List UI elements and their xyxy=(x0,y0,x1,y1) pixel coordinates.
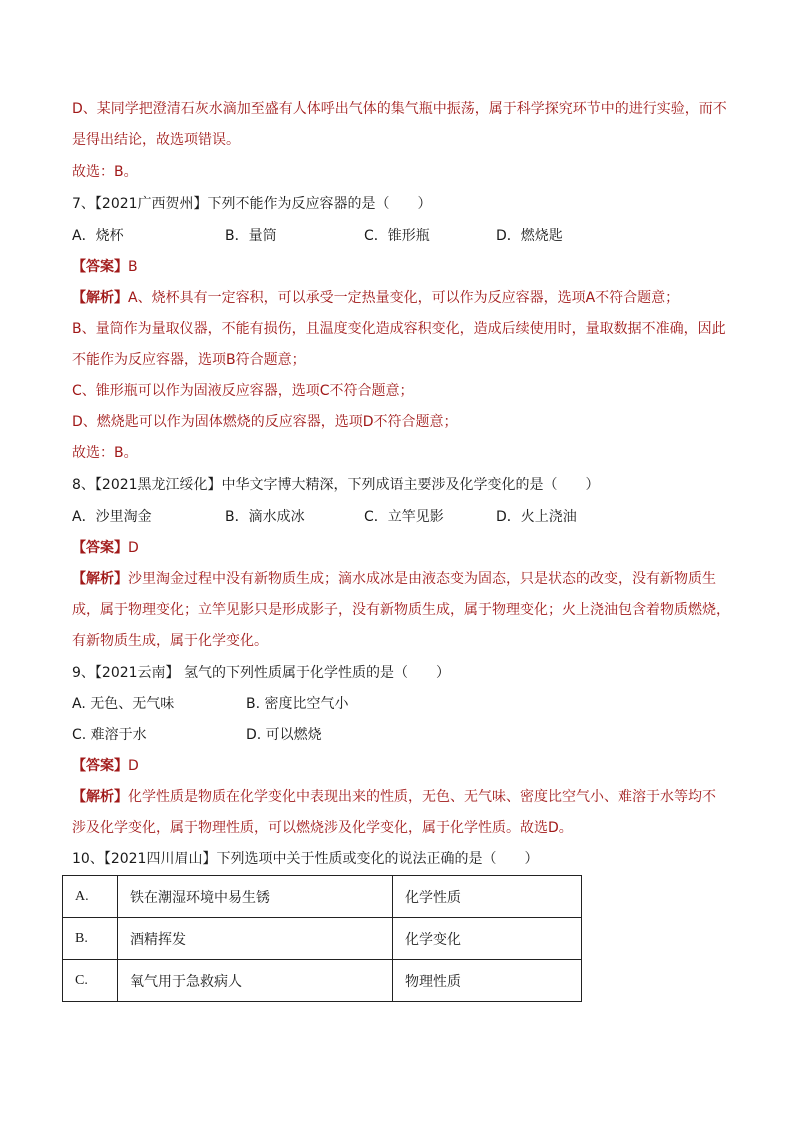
q9-analysis-line2: 涉及化学变化，属于物理性质，可以燃烧涉及化学变化，属于化学性质。故选D。 xyxy=(72,820,573,836)
table-row xyxy=(63,960,582,1002)
table-cell: 化学变化 xyxy=(393,918,582,960)
q9-option-c: C. 难溶于水 xyxy=(72,727,147,743)
q6-option-d-line2: 是得出结论，故选项错误。 xyxy=(72,132,240,148)
q9-option-d: D. 可以燃烧 xyxy=(246,727,322,743)
q10-options-table xyxy=(62,875,582,1002)
table-cell: 氧气用于急救病人 xyxy=(118,960,393,1002)
q8-analysis-line3: 有新物质生成，属于化学变化。 xyxy=(72,633,268,649)
table-row xyxy=(63,876,582,918)
q7-analysis-line4: C、锥形瓶可以作为固液反应容器，选项C不符合题意； xyxy=(72,383,414,399)
q8-analysis-line1 xyxy=(72,569,716,589)
table-cell: B. xyxy=(63,918,118,960)
q6-option-d-line1: D、某同学把澄清石灰水滴加至盛有人体呼出气体的集气瓶中振荡，属于科学探究环节中的进行实验，而不 xyxy=(72,101,727,117)
q9-option-a: A. 无色、无气味 xyxy=(72,696,175,712)
q9-option-b: B. 密度比空气小 xyxy=(246,696,349,712)
answer-tag: 【答案】 xyxy=(72,259,128,275)
q7-option-b: B．量筒 xyxy=(225,228,277,244)
q7-option-c: C．锥形瓶 xyxy=(364,228,430,244)
table-row xyxy=(63,918,582,960)
q7-stem: 7、【2021广西贺州】下列不能作为反应容器的是（ ） xyxy=(72,196,432,212)
table-cell: A. xyxy=(63,876,118,918)
q8-answer xyxy=(72,538,139,558)
q8-stem: 8、【2021黑龙江绥化】中华文字博大精深，下列成语主要涉及化学变化的是（ ） xyxy=(72,477,600,493)
answer-value: D xyxy=(128,540,139,556)
analysis-text: 化学性质是物质在化学变化中表现出来的性质，无色、无气味、密度比空气小、难溶于水等均不 xyxy=(128,789,716,805)
q8-analysis-line2: 成，属于物理变化；立竿见影只是形成影子，没有新物质生成，属于物理变化；火上浇油包含着物质燃烧， xyxy=(72,602,730,618)
q7-analysis-line1 xyxy=(72,288,679,308)
q7-answer xyxy=(72,257,138,277)
q7-analysis-line5: D、燃烧匙可以作为固体燃烧的反应容器，选项D不符合题意； xyxy=(72,414,458,430)
q7-analysis-line3: 不能作为反应容器，选项B符合题意； xyxy=(72,352,306,368)
analysis-text: A、烧杯具有一定容积，可以承受一定热量变化，可以作为反应容器，选项A不符合题意； xyxy=(128,290,680,306)
q7-choose: 故选：B。 xyxy=(72,445,138,461)
table-cell: C. xyxy=(63,960,118,1002)
table-cell: 化学性质 xyxy=(393,876,582,918)
q6-choose: 故选：B。 xyxy=(72,164,138,180)
analysis-text: 沙里淘金过程中没有新物质生成；滴水成冰是由液态变为固态，只是状态的改变，没有新物质生 xyxy=(128,571,716,587)
answer-value: D xyxy=(128,758,139,774)
analysis-tag: 【解析】 xyxy=(72,290,128,306)
q7-option-a: A．烧杯 xyxy=(72,228,124,244)
answer-value: B xyxy=(128,259,138,275)
q8-option-c: C．立竿见影 xyxy=(364,509,444,525)
table-cell: 物理性质 xyxy=(393,960,582,1002)
answer-tag: 【答案】 xyxy=(72,758,128,774)
analysis-tag: 【解析】 xyxy=(72,789,128,805)
table-cell: 酒精挥发 xyxy=(118,918,393,960)
q9-analysis-line1 xyxy=(72,787,716,807)
q8-option-d: D．火上浇油 xyxy=(496,509,577,525)
q8-option-b: B．滴水成冰 xyxy=(225,509,305,525)
q9-answer xyxy=(72,756,139,776)
q7-option-d: D．燃烧匙 xyxy=(496,228,563,244)
answer-tag: 【答案】 xyxy=(72,540,128,556)
q10-stem: 10、【2021四川眉山】下列选项中关于性质或变化的说法正确的是（ ） xyxy=(72,851,539,867)
q7-analysis-line2: B、量筒作为量取仪器，不能有损伤，且温度变化造成容积变化，造成后续使用时，量取数据不准确，因此 xyxy=(72,321,726,337)
q8-option-a: A．沙里淘金 xyxy=(72,509,152,525)
table-cell: 铁在潮湿环境中易生锈 xyxy=(118,876,393,918)
analysis-tag: 【解析】 xyxy=(72,571,128,587)
q9-stem: 9、【2021云南】 氢气的下列性质属于化学性质的是（ ） xyxy=(72,665,450,681)
